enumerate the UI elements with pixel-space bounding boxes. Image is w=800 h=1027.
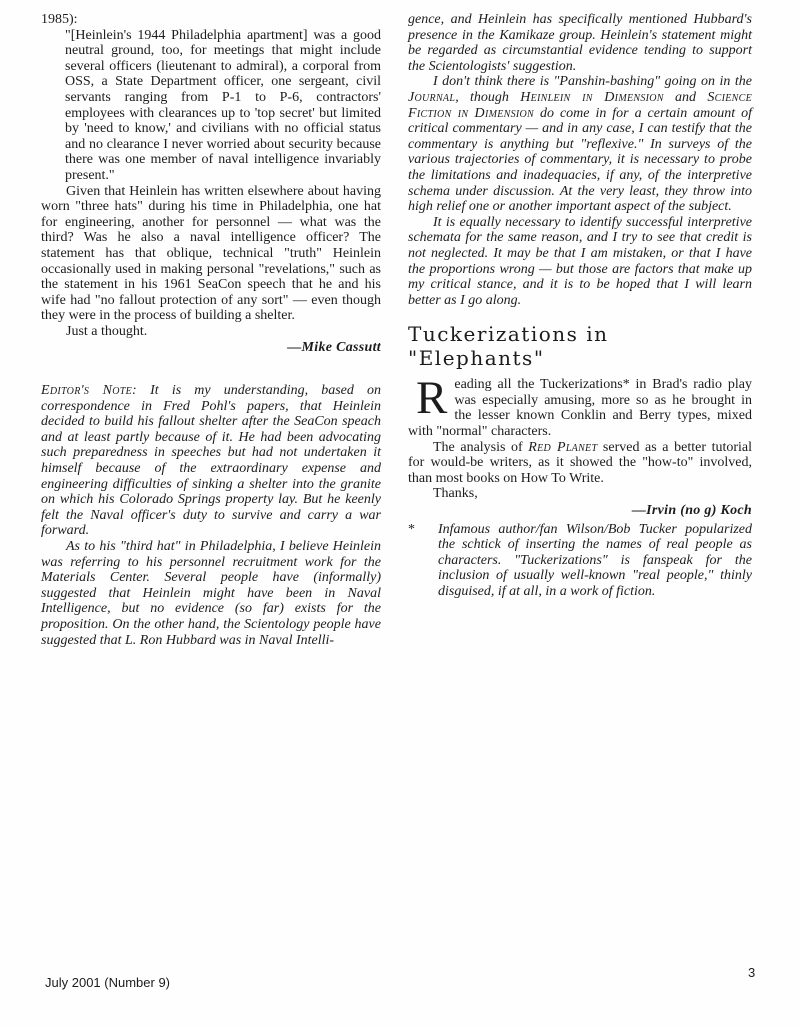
footnote-text: Infamous author/fan Wilson/Bob Tucker popularized the schtick of inserting the names of real people as characters. "Tuckerizations" is fanspeak for the inclusion of usually well-known "real people," thinly disguised, if at all, in a work of fiction.: [438, 521, 752, 599]
signature-irvin-koch: —Irvin (no g) Koch: [631, 503, 752, 519]
editors-note-lead: Editor's Note: It is my understanding, based on correspondence in Fred Pohl's papers, that Heinlein decided to build his fallout shelter after the SeaCon speach and at least partly because of it. He had been advocating such preparedness in speeches but had not undertaken it himself because of the extraordinary expense and engineering difficulties of sinking a shelter into the granite on which his Colorado Springs property lay. But he keenly felt the Naval officer's duty to survive and carry a war forward.: [41, 383, 382, 539]
footnote-tuckerizations: [408, 522, 752, 600]
editors-note-continuation: gence, and Heinlein has specifically mentioned Hubbard's presence in the Kamikaze group. Heinlein's statement might be regarded as circumstantial evidence tending to support the Scientologists' suggestion.: [408, 12, 752, 74]
footnote-marker: *: [408, 521, 415, 537]
paragraph-three-hats: Given that Heinlein has written elsewhere about having worn "three hats" during his time in Philadelphia, one hat for engineering, another for personnel — what was the third? Was he also a naval intelligence officer? The statement has that oblique, technical "truth" Heinlein occasionally used in making personal "revelations," such as the statement in his 1961 SeaCon speech that he and his wife had "no fallout protection of any sort" — even though they were in the process of building a shelter.: [41, 183, 381, 324]
editors-note-panshin-paragraph: I don't think there is "Panshin-bashing" going on in the Journal, though Heinlein in Dimension and Science Fiction in Dimension do come in for a certain amount of critical commentary — and in any case, I can testify that the commentary is anything but "reflexive." In surveys of the various trajectories of commentary, it is necessary to probe the limitations and inadequacies, if any, of the interpretive schema under discussion. At the very least, they throw into high relief one or another important aspect of the subject.: [408, 74, 753, 215]
article-title-tuckerizations: Tuckerizations in "Elephants": [408, 322, 609, 371]
editors-note-closing-paragraph: It is equally necessary to identify successful interpretive schemata for the same reason, and I try to see that credit is not neglected. It may be that I am mistaken, or that I have the proportions wrong — but those are factors that make up my critical stance, and it is to be hoped that I will learn better as I go along.: [408, 214, 752, 308]
article-opening-text: eading all the Tuckerizations* in Brad's radio play was especially amusing, more so as he brought in the lesser known Conklin and Berry types, mixed with "normal" characters.: [408, 377, 752, 440]
blockquote-philadelphia-apartment: "[Heinlein's 1944 Philadelphia apartment] was a good neutral ground, too, for meetings that might include several officers (lieutenant to admiral), a corporal from OSS, a State Department officer, one sergeant, civil servants ranging from P-1 to P-6, contractors' employees with clearances up to 'top secret' but limited by 'need to know,' and civilians with no official status and no clearance I never worried about security because there was one member of naval intelligence invariably present.": [65, 27, 381, 183]
page-number: 3: [748, 965, 756, 980]
paragraph-just-a-thought: Just a thought.: [66, 323, 148, 339]
text-columns: [41, 12, 752, 648]
editors-note-paragraph-2: As to his "third hat" in Philadelphia, I believe Heinlein was referring to his personnel recruitment work for the Materials Center. Several people have (informally) suggested that Heinlein might have been in Naval Intelligence, but no evidence (so far) exists for the proposition. On the other hand, the Scientology people have suggested that L. Ron Hubbard was in Naval Intelli-: [41, 539, 381, 648]
right-column: [408, 12, 752, 648]
thanks-line: Thanks,: [433, 486, 478, 502]
intro-line: 1985):: [41, 12, 78, 27]
drop-cap-letter: R: [416, 372, 448, 425]
left-column: [41, 12, 381, 648]
signature-mike-cassutt: —Mike Cassutt: [287, 340, 381, 356]
article-analysis-paragraph: The analysis of Red Planet served as a better tutorial for would-be writers, as it showed the "how-to" involved, than most books on How To Write.: [408, 439, 753, 486]
footer-issue-date: July 2001 (Number 9): [45, 975, 170, 990]
article-opening-paragraph: [408, 372, 752, 440]
